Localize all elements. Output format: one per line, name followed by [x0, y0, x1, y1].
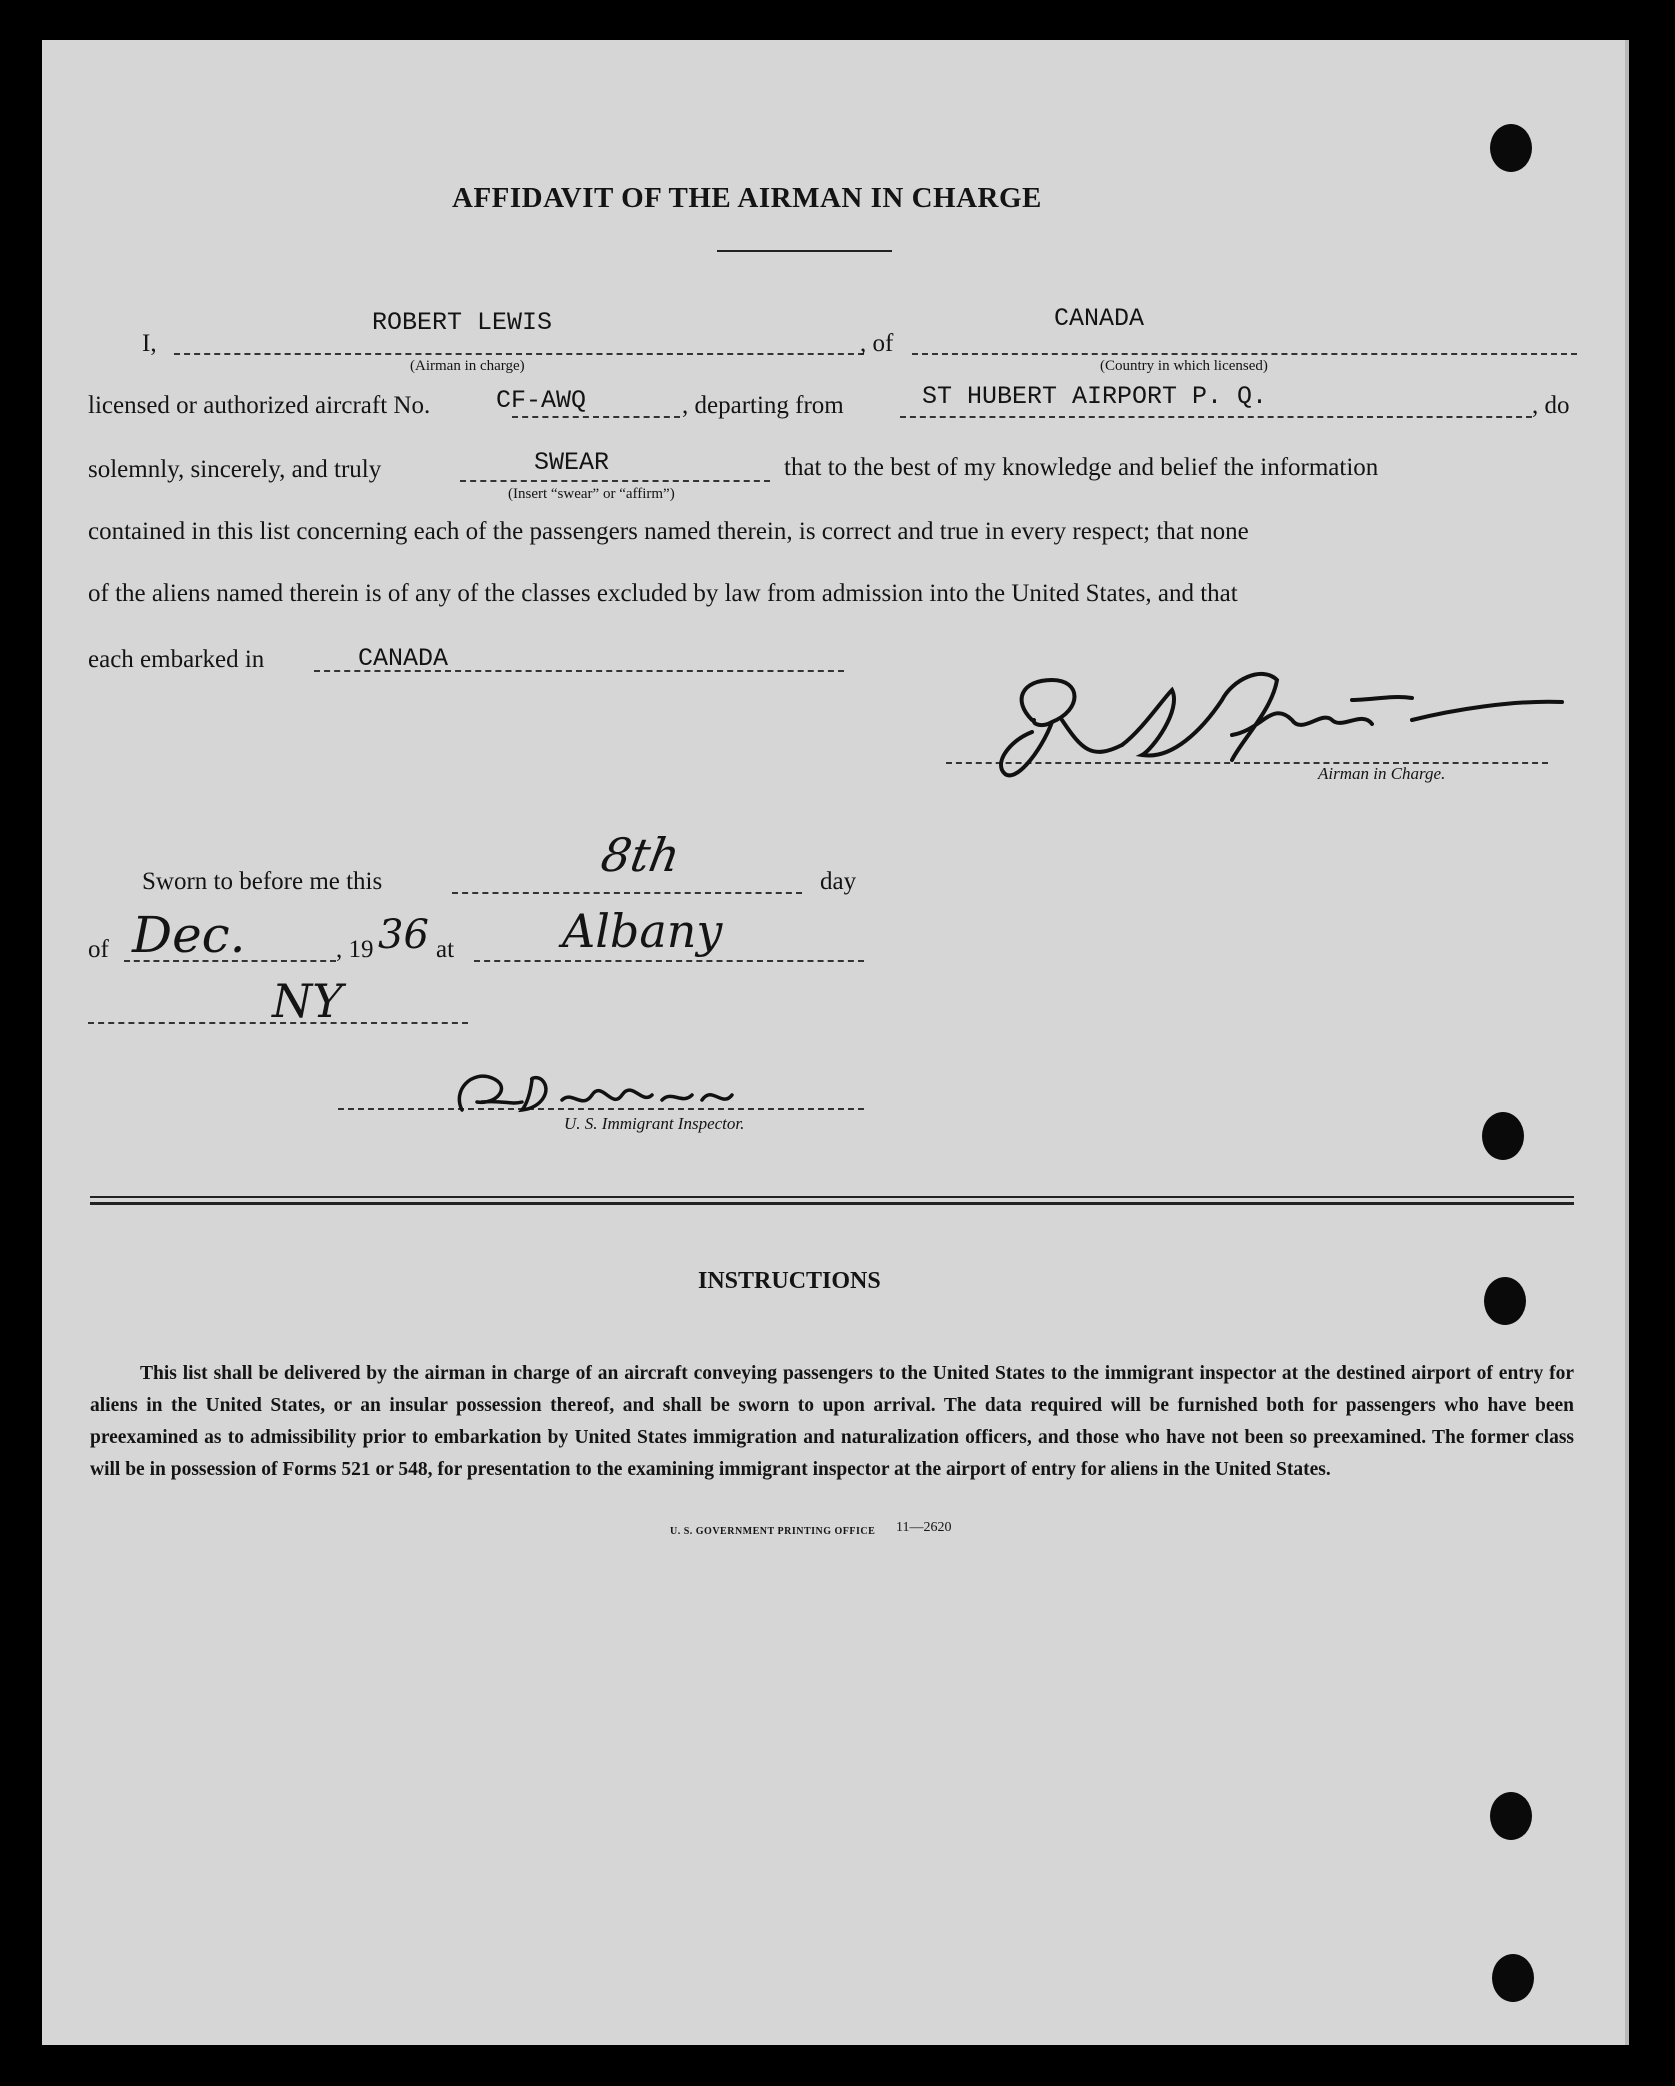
month-value: Dec.: [132, 906, 246, 964]
aircraft-no-value: CF-AWQ: [496, 386, 587, 415]
punch-hole: [1484, 1277, 1526, 1325]
oath-line: [460, 480, 770, 482]
that-text: that to the best of my knowledge and belief the information: [784, 454, 1379, 481]
page-title: AFFIDAVIT OF THE AIRMAN IN CHARGE: [452, 182, 1042, 214]
year-prefix: , 19: [336, 936, 374, 963]
year-value: 36: [378, 912, 429, 958]
body-line-5: of the aliens named therein is of any of the classes excluded by law from admission into the United States, and that: [88, 580, 1238, 607]
embarked-label: each embarked in: [88, 646, 265, 673]
airman-signature: [972, 640, 1572, 790]
airman-name-line: [174, 353, 864, 355]
oath-value: SWEAR: [534, 448, 610, 477]
country-caption: (Country in which licensed): [1100, 358, 1268, 374]
oath-caption: (Insert “swear” or “affirm”): [508, 486, 675, 502]
country-value: CANADA: [1054, 304, 1145, 333]
title-underline: [717, 250, 892, 252]
sworn-label: Sworn to before me this: [142, 868, 383, 895]
document-sheet: [42, 40, 1629, 2045]
place-value-2: NY: [272, 974, 343, 1028]
punch-hole: [1490, 1792, 1532, 1840]
punch-hole: [1492, 1954, 1534, 2002]
printer-imprint: U. S. GOVERNMENT PRINTING OFFICE: [670, 1526, 876, 1537]
airman-name-value: ROBERT LEWIS: [372, 308, 553, 337]
place-line: [474, 960, 864, 962]
place-value: Albany: [562, 904, 723, 958]
do-label: , do: [1532, 392, 1570, 419]
body-line-4: contained in this list concerning each of the passengers named therein, is correct and true in every respect; that none: [88, 518, 1249, 545]
rule-top: [90, 1196, 1574, 1198]
instructions-heading: INSTRUCTIONS: [698, 1268, 881, 1294]
departing-label: , departing from: [682, 392, 844, 419]
embarked-value: CANADA: [358, 644, 449, 673]
rule-bottom: [90, 1202, 1574, 1205]
at-label: at: [436, 936, 455, 963]
instructions-text: This list shall be delivered by the airman in charge of an aircraft conveying passengers to the United States to the immigrant inspector at the destined airport of entry for aliens in the United States, or an insular possession thereof, and shall be sworn to upon arrival. The data required will be furnished both for passengers who have been preexamined as to admissibility prior to embarkation by United States immigration and naturalization officers, and those who have not been so preexamined. The former class will be in possession of Forms 521 or 548, for presentation to the examining immigrant inspector at the airport of entry for aliens in the United States.: [90, 1363, 1574, 1480]
i-label: I,: [142, 330, 157, 357]
punch-hole: [1490, 124, 1532, 172]
day-label: day: [820, 868, 857, 895]
aircraft-label: licensed or authorized aircraft No.: [88, 392, 431, 419]
aircraft-no-line: [512, 416, 680, 418]
airman-caption: (Airman in charge): [410, 358, 525, 374]
departing-value: ST HUBERT AIRPORT P. Q.: [922, 382, 1268, 411]
punch-hole: [1482, 1112, 1524, 1160]
airman-signature-caption: Airman in Charge.: [1318, 764, 1446, 783]
solemnly-label: solemnly, sincerely, and truly: [88, 456, 382, 483]
country-line: [912, 353, 1577, 355]
form-number: 11—2620: [896, 1520, 952, 1535]
of-month-label: of: [88, 936, 109, 963]
inspector-caption: U. S. Immigrant Inspector.: [564, 1114, 745, 1133]
departing-line: [900, 416, 1532, 418]
day-value: 8th: [597, 828, 685, 882]
of-label: , of: [860, 330, 894, 357]
day-line: [452, 892, 802, 894]
